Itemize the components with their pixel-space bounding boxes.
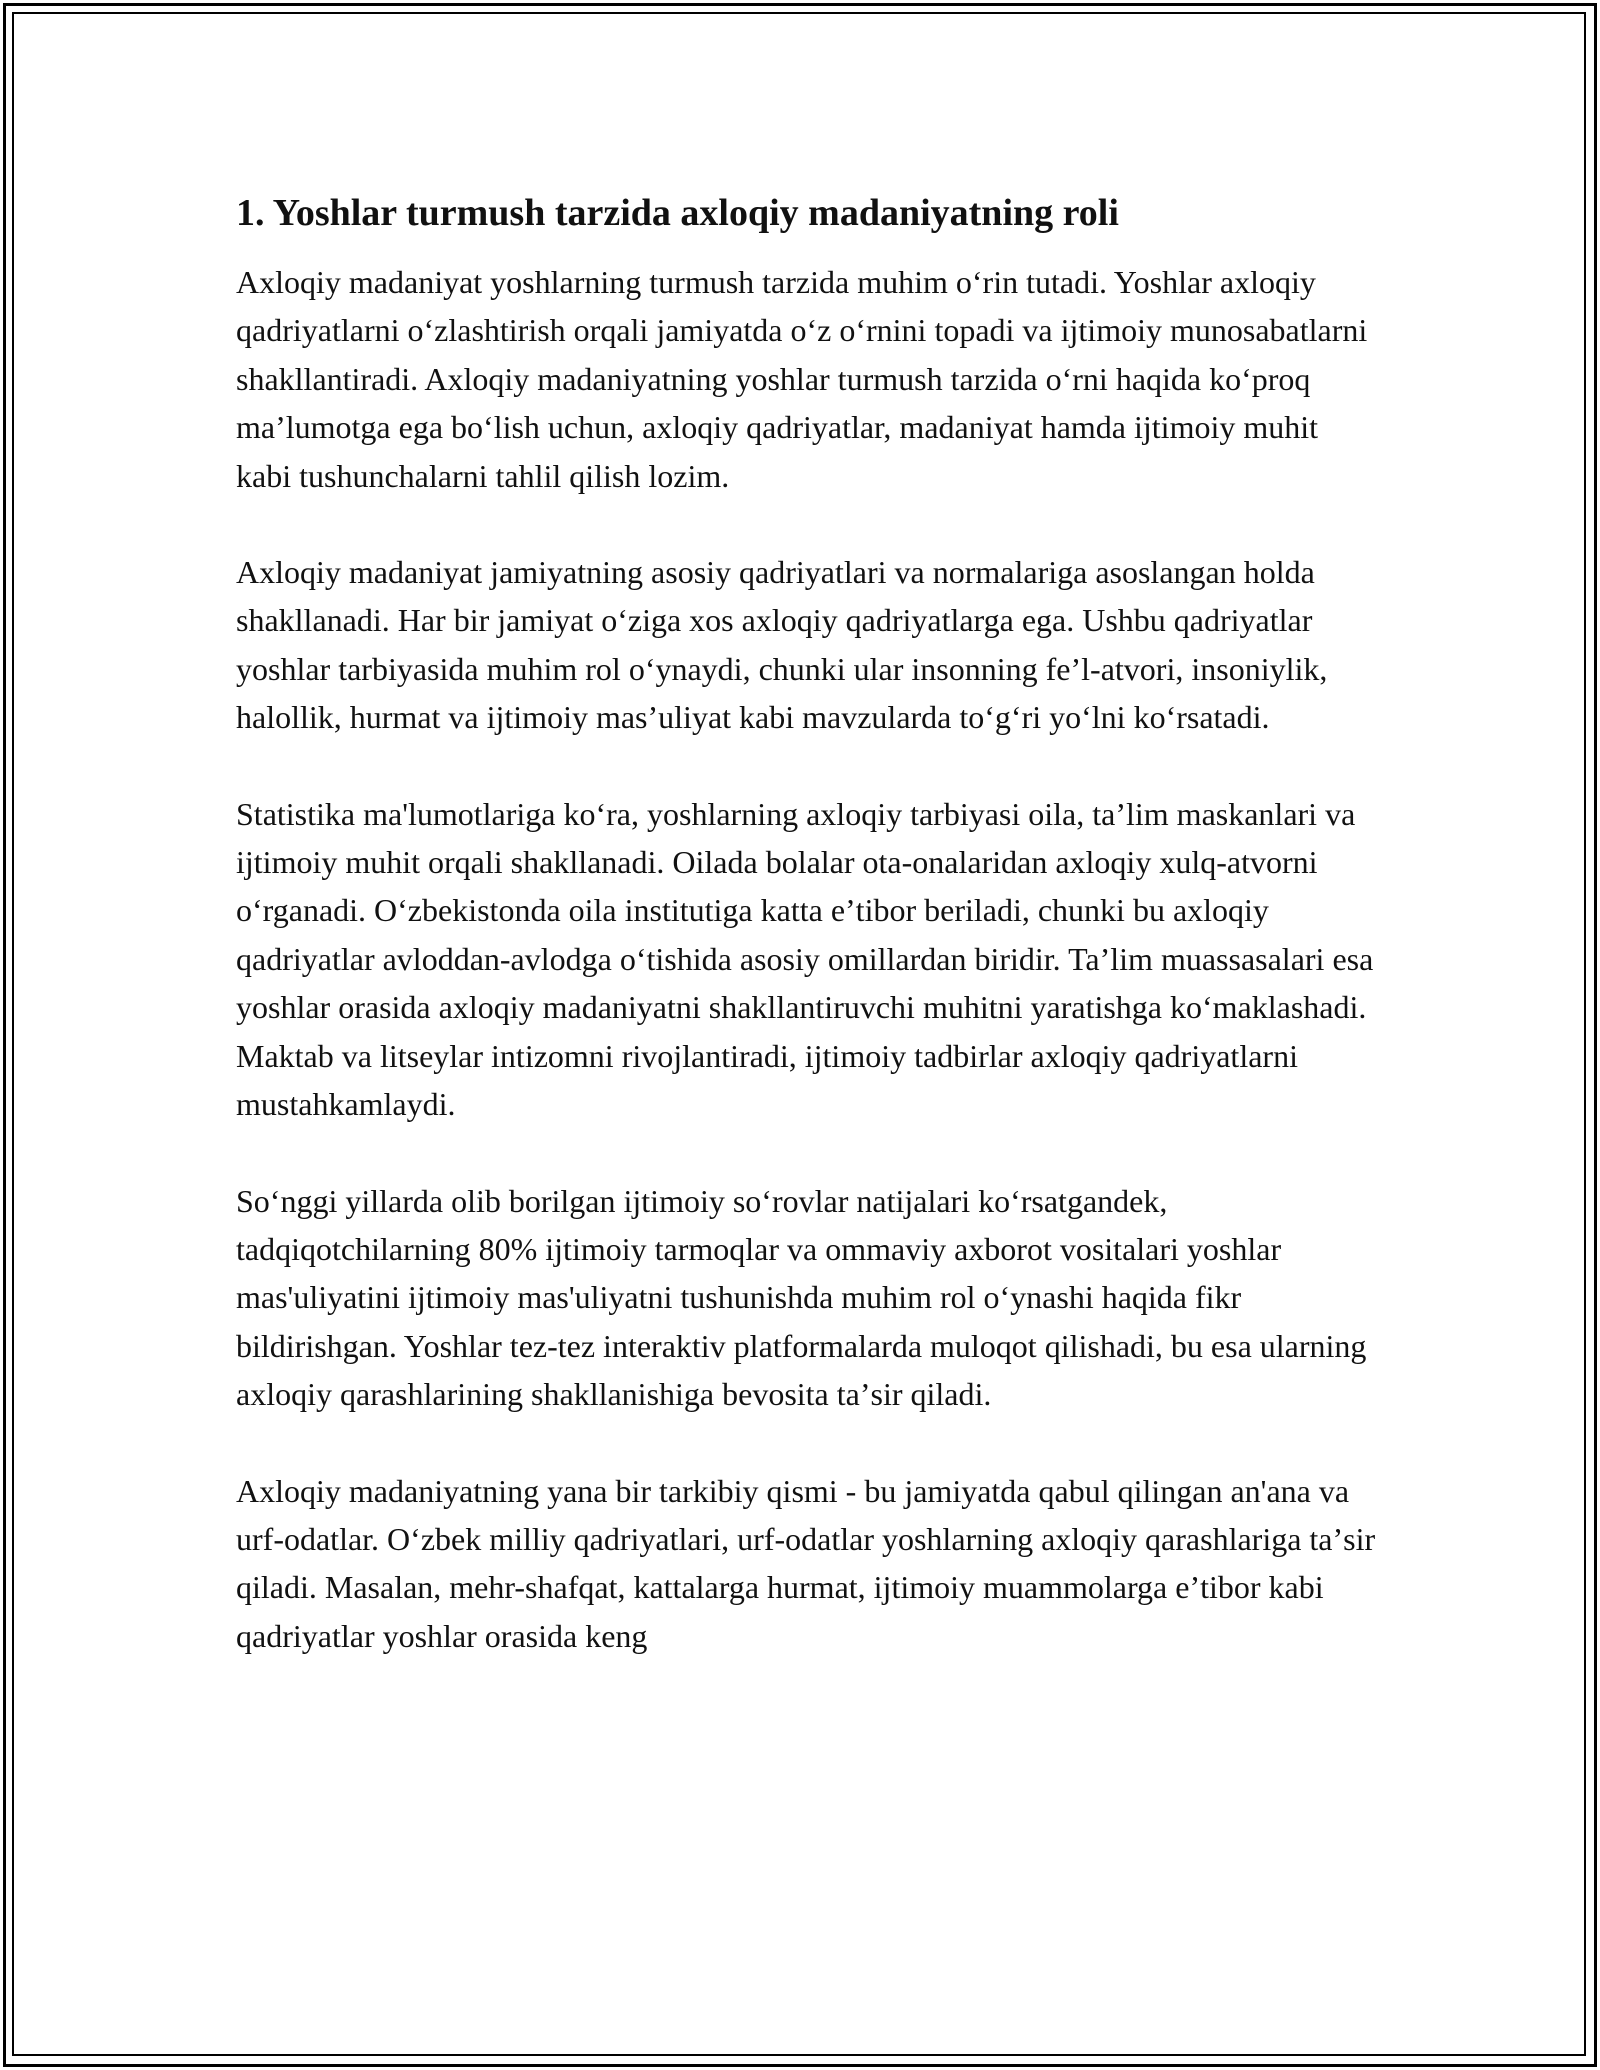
paragraph-5: Axloqiy madaniyatning yana bir tarkibiy qismi - bu jamiyatda qabul qilingan an'ana va urf-odatlar. Oʻzbek milliy qadriyatlari, urf-odatlar yoshlarning axloqiy qarashlariga taʼsir qiladi. Masalan, mehr-shafqat, kattalarga hurmat, ijtimoiy muammolarga eʼtibor kabi qadriyatlar yoshlar orasida keng — [236, 1472, 1376, 1654]
paragraph-3: Statistika ma'lumotlariga koʻra, yoshlarning axloqiy tarbiyasi oila, taʼlim maskanlari va ijtimoiy muhit orqali shakllanadi. Oilada bolalar ota-onalaridan axloqiy xulq-atvorni oʻrganadi. Oʻzbekistonda oila institutiga katta eʼtibor beriladi, chunki bu axloqiy qadriyatlar avloddan-avlodga oʻtishida asosiy omillardan biridir. Taʼlim muassasalari esa yoshlar orasida axloqiy madaniyatni shakllantiruvchi muhitni yaratishga koʻmaklashadi. Maktab va litseylar intizomni rivojlantiradi, ijtimoiy tadbirlar axloqiy qadriyatlarni mustahkamlaydi. — [236, 795, 1374, 1123]
document-body — [236, 180, 1376, 1660]
paragraph-1: Axloqiy madaniyat yoshlarning turmush tarzida muhim oʻrin tutadi. Yoshlar axloqiy qadriyatlarni oʻzlashtirish orqali jamiyatda oʻz oʻrnini topadi va ijtimoiy munosabatlarni shakllantiradi. Axloqiy madaniyatning yoshlar turmush tarzida oʻrni haqida koʻproq maʼlumotga ega boʻlish uchun, axloqiy qadriyatlar, madaniyat hamda ijtimoiy muhit kabi tushunchalarni tahlil qilish lozim. — [236, 264, 1368, 494]
paragraph-2: Axloqiy madaniyat jamiyatning asosiy qadriyatlari va normalariga asoslangan holda shakllanadi. Har bir jamiyat oʻziga xos axloqiy qadriyatlarga ega. Ushbu qadriyatlar yoshlar tarbiyasida muhim rol oʻynaydi, chunki ular insonning feʼl-atvori, insoniylik, halollik, hurmat va ijtimoiy masʼuliyat kabi mavzularda toʻgʻri yoʻlni koʻrsatadi. — [236, 554, 1328, 736]
paragraph-4: Soʻnggi yillarda olib borilgan ijtimoiy soʻrovlar natijalari koʻrsatgandek, tadqiqotchilarning 80% ijtimoiy tarmoqlar va ommaviy axborot vositalari yoshlar mas'uliyatini ijtimoiy mas'uliyatni tushunishda muhim rol oʻynashi haqida fikr bildirishgan. Yoshlar tez-tez interaktiv platformalarda muloqot qilishadi, bu esa ularning axloqiy qarashlarining shakllanishiga bevosita taʼsir qiladi. — [236, 1182, 1367, 1413]
section-heading: 1. Yoshlar turmush tarzida axloqiy madaniyatning roli — [236, 192, 1119, 234]
